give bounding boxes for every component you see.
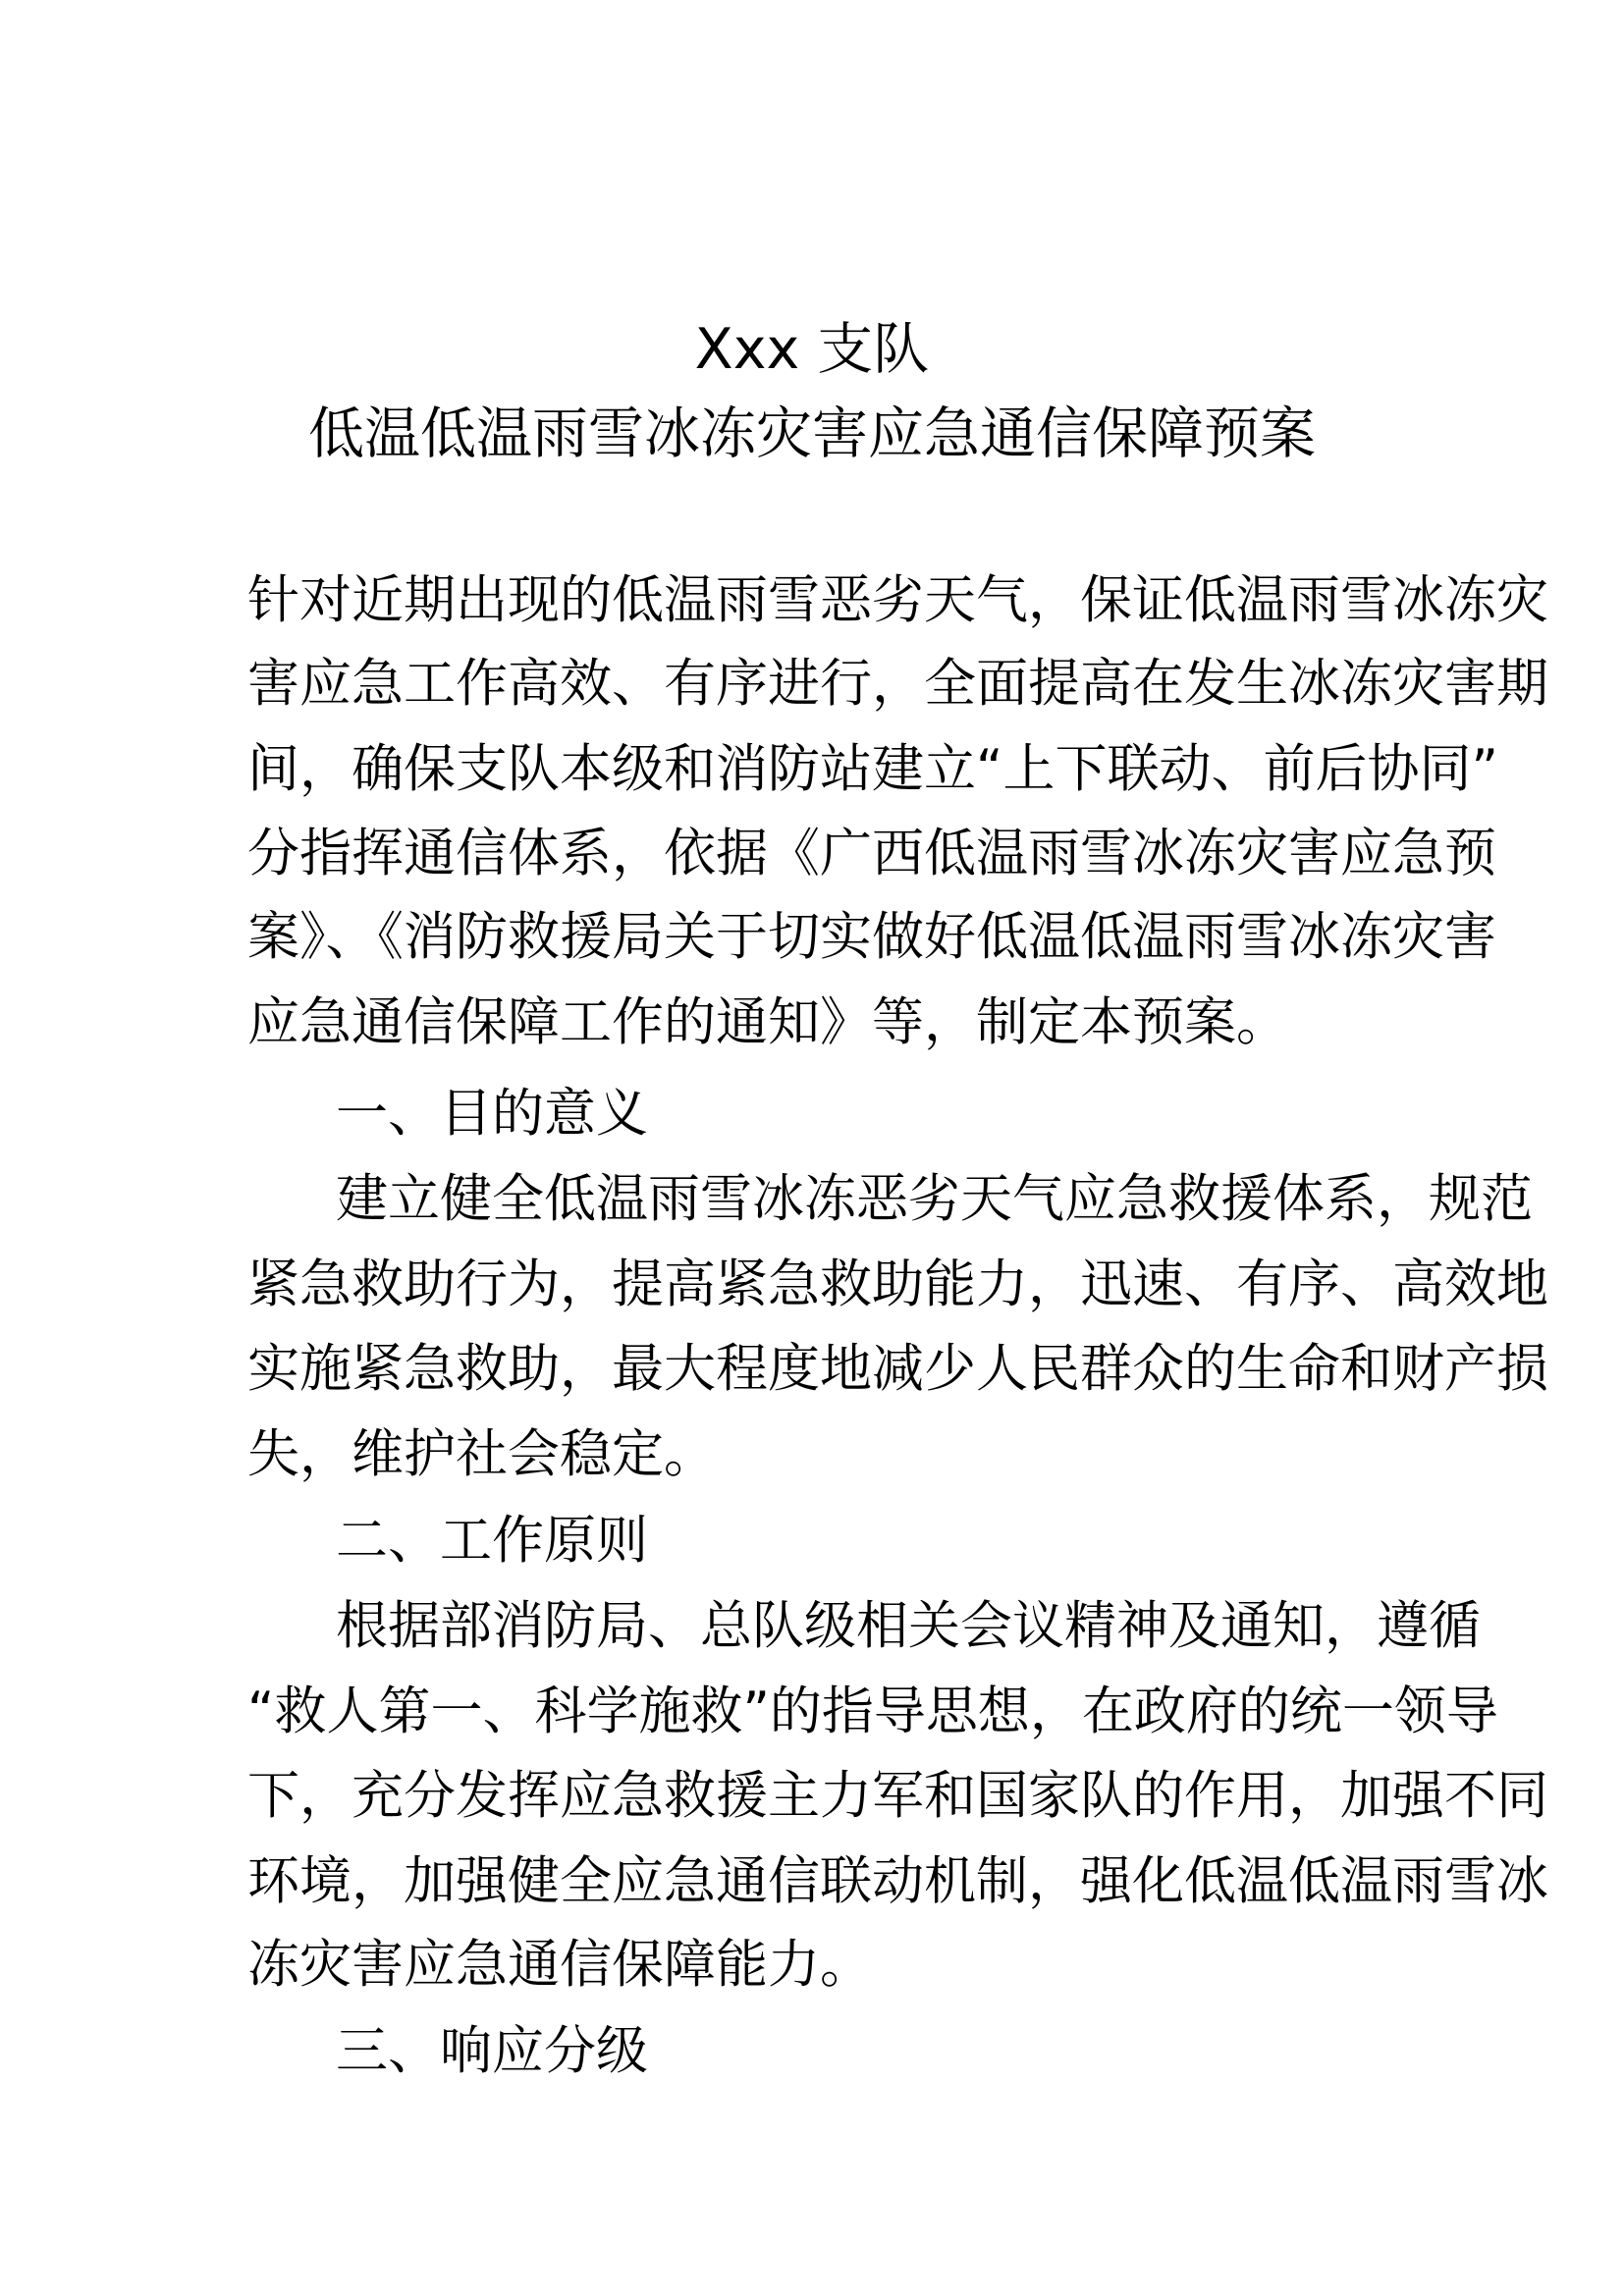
paragraph-line: 根据部消防局、总队级相关会议精神及通知，遵循	[336, 1596, 1481, 1656]
paragraph-line: 案》、《消防救援局关于切实做好低温低温雨雪冰冻灾害	[247, 907, 1496, 967]
paragraph-line: 紧急救助行为，提高紧急救助能力，迅速、有序、高效地	[247, 1255, 1548, 1314]
paragraph-line: 环境，加强健全应急通信联动机制，强化低温低温雨雪冰	[247, 1851, 1548, 1911]
paragraph-line: 害应急工作高效、有序进行，全面提高在发生冰冻灾害期	[247, 654, 1548, 714]
paragraph-line: 分指挥通信体系，依据《广西低温雨雪冰冻灾害应急预	[247, 824, 1496, 883]
document-title: 低温低温雨雪冰冻灾害应急通信保障预案	[308, 401, 1316, 466]
paragraph-line: 冻灾害应急通信保障能力。	[247, 1935, 872, 1995]
paragraph-line: 间，确保支队本级和消防站建立“上下联动、前后协同”	[247, 739, 1498, 799]
document-title-unit: Xxx 支队	[694, 317, 930, 382]
section-heading: 三、响应分级	[336, 2021, 648, 2081]
paragraph-line: 下，充分发挥应急救援主力军和国家队的作用，加强不同	[247, 1766, 1548, 1826]
paragraph-line: 应急通信保障工作的通知》等，制定本预案。	[247, 992, 1288, 1052]
section-heading: 二、工作原则	[336, 1511, 648, 1571]
paragraph-line: “救人第一、科学施救”的指导思想，在政府的统一领导	[247, 1682, 1498, 1741]
paragraph-line: 建立健全低温雨雪冰冻恶劣天气应急救援体系，规范	[336, 1169, 1533, 1229]
paragraph-line: 针对近期出现的低温雨雪恶劣天气，保证低温雨雪冰冻灾	[247, 570, 1548, 630]
paragraph-line: 实施紧急救助，最大程度地减少人民群众的生命和财产损	[247, 1339, 1548, 1399]
paragraph-line: 失，维护社会稳定。	[247, 1424, 716, 1484]
section-heading: 一、目的意义	[336, 1084, 648, 1144]
